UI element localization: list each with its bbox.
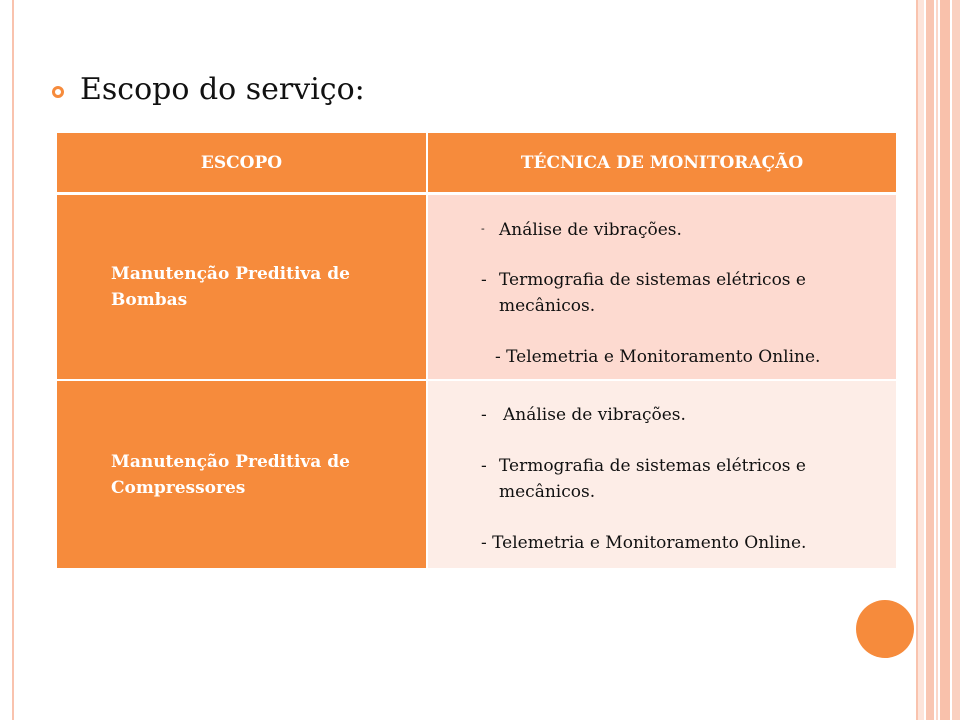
header-technique: TÉCNICA DE MONITORAÇÃO (428, 133, 896, 195)
technique-cell (428, 381, 896, 568)
list-item-text: - Telemetria e Monitoramento Online. (495, 347, 821, 367)
technique-list (428, 195, 896, 379)
table-header-row (57, 133, 896, 195)
list-item (481, 402, 686, 428)
scope-cell: Manutenção Preditiva de Bombas (57, 195, 428, 381)
stripe (952, 0, 960, 720)
table-row (57, 195, 896, 381)
list-item (481, 267, 806, 319)
decorative-stripes (918, 0, 960, 720)
list-item-text: - Telemetria e Monitoramento Online. (481, 533, 807, 553)
list-item-text: Análise de vibrações. (503, 405, 686, 425)
list-item-text: Termografia de sistemas elétricos e (499, 456, 806, 476)
list-dash: - (481, 405, 487, 425)
header-scope: ESCOPO (57, 133, 428, 195)
stripe (936, 0, 938, 720)
list-item-text: Termografia de sistemas elétricos e (499, 270, 806, 290)
stripe (918, 0, 924, 720)
stripe (926, 0, 934, 720)
title-bullet-icon (52, 86, 64, 98)
list-item (495, 344, 820, 370)
stripe (940, 0, 950, 720)
list-item (481, 453, 806, 505)
list-dash: - (481, 222, 485, 235)
list-item-text: mecânicos. (499, 482, 596, 502)
technique-cell (428, 195, 896, 381)
technique-list (428, 381, 896, 568)
list-dash: - (481, 456, 487, 476)
page-title: Escopo do serviço: (80, 72, 365, 107)
list-item (481, 216, 682, 243)
list-item (481, 530, 806, 556)
list-dash: - (481, 270, 487, 290)
scope-cell: Manutenção Preditiva de Compressores (57, 381, 428, 568)
decorative-circle (856, 600, 914, 658)
scope-table (57, 133, 896, 568)
list-item-text: Análise de vibrações. (499, 220, 682, 240)
table-row (57, 381, 896, 568)
list-item-text: mecânicos. (499, 296, 596, 316)
